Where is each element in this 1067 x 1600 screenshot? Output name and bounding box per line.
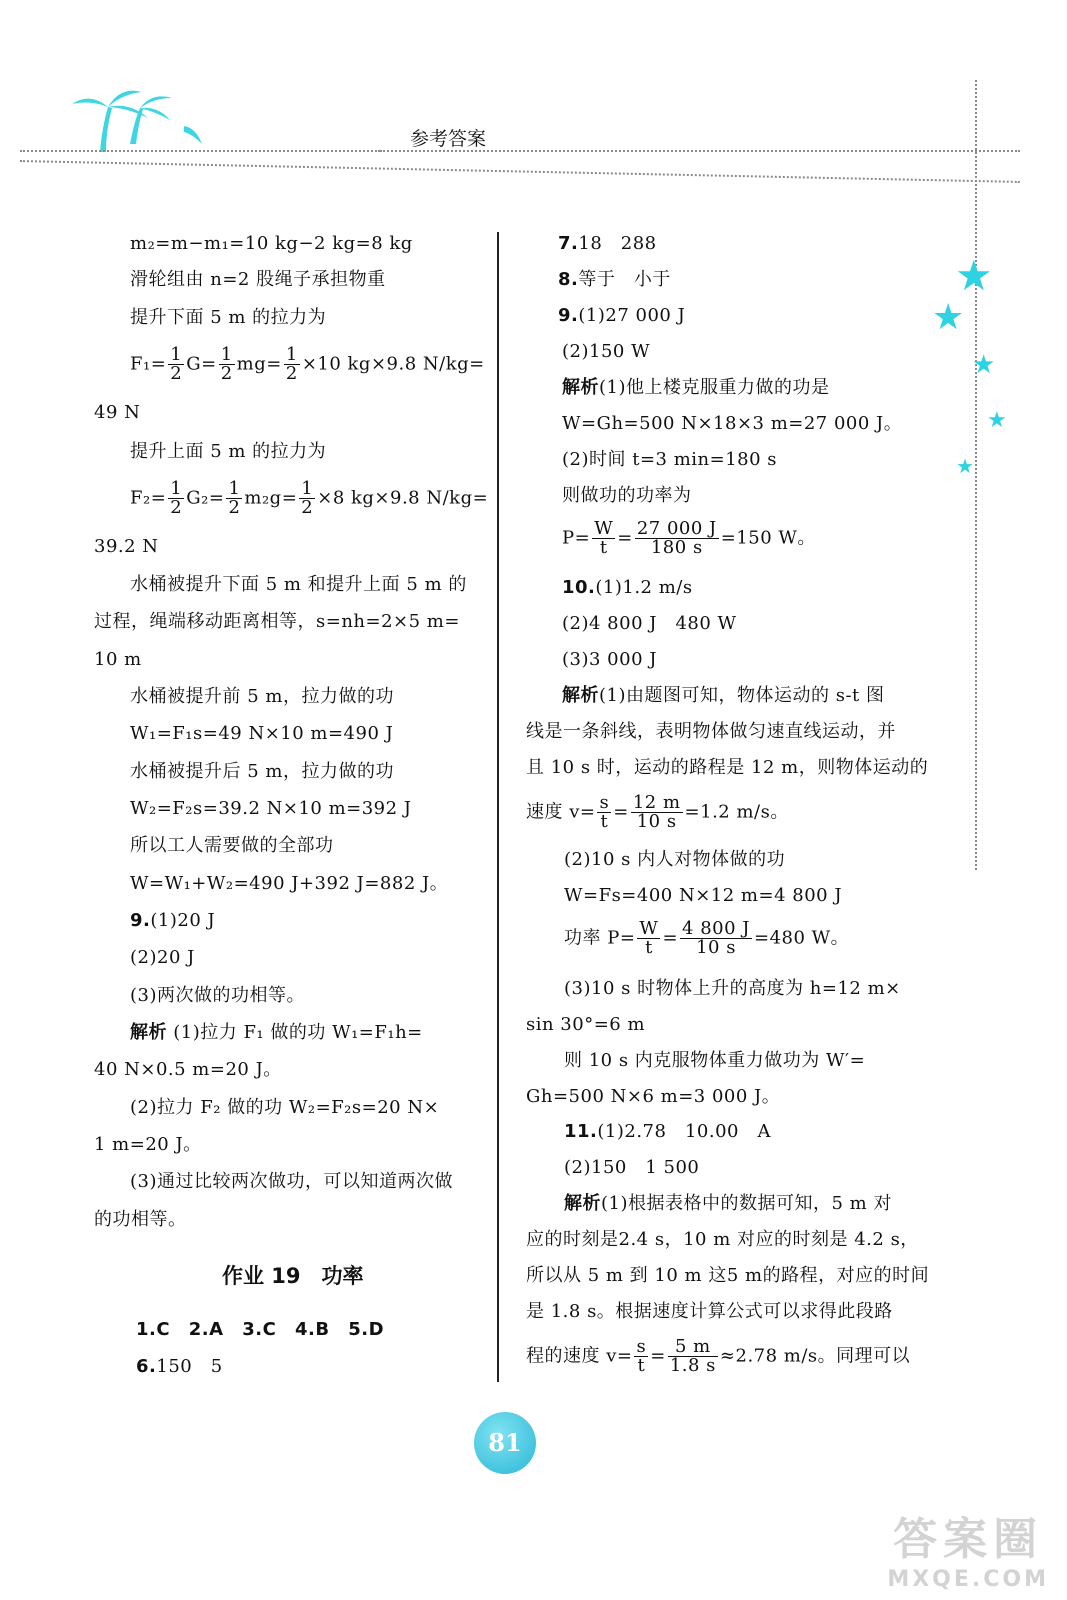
analysis-text: (1)他上楼克服重力做的功是: [599, 377, 830, 398]
text-line: 40 N×0.5 m=20 J。: [94, 1059, 282, 1080]
analysis-text: (1)由题图可知，物体运动的 s-t 图: [599, 685, 885, 706]
formula-text: 功率 P=: [564, 927, 636, 949]
text-line: 线是一条斜线，表明物体做匀速直线运动，并: [526, 721, 896, 742]
text-line: 是 1.8 s。根据速度计算公式可以求得此段路: [526, 1301, 893, 1322]
numerator: 1: [220, 344, 233, 365]
analysis-line: [130, 1019, 423, 1047]
formula-text: ×8 kg×9.8 N/kg=: [317, 487, 489, 509]
text-line: 水桶被提升前 5 m，拉力做的功: [130, 686, 394, 707]
fraction: [597, 794, 611, 831]
answer-item: 5.D: [348, 1319, 385, 1340]
fraction: [631, 794, 683, 831]
denominator: 2: [170, 497, 183, 518]
text-line: 1 m=20 J。: [94, 1134, 202, 1155]
column-divider: [497, 232, 499, 1382]
fraction: [226, 480, 242, 517]
numerator: 1: [170, 344, 183, 365]
numerator: W: [639, 918, 659, 939]
page-title: 参考答案: [410, 128, 487, 150]
analysis-line: [562, 374, 830, 402]
numerator: 12 m: [632, 792, 681, 813]
section-title: 作业 19 功率: [222, 1264, 364, 1288]
analysis-label: 解析: [130, 1022, 167, 1043]
formula-text: 程的速度 v=: [526, 1345, 633, 1367]
analysis-text: (1)拉力 F₁ 做的功 W₁=F₁h=: [167, 1022, 423, 1043]
text-line: 水桶被提升后 5 m，拉力做的功: [130, 761, 394, 782]
answer-line: [564, 1118, 771, 1146]
fraction: [634, 1338, 648, 1375]
answer-line: [130, 907, 215, 935]
denominator: 1.8 s: [669, 1355, 716, 1376]
denominator: 2: [228, 497, 241, 518]
denominator: t: [645, 937, 653, 958]
analysis-label: 解析: [562, 685, 599, 706]
text-line: 水桶被提升下面 5 m 和提升上面 5 m 的: [130, 574, 467, 595]
text-line: 所以从 5 m 到 10 m 这5 m的路程，对应的时间: [526, 1265, 930, 1286]
question-number: 11.: [564, 1121, 598, 1142]
formula-text: m₂g=: [244, 487, 298, 509]
numerator: 1: [170, 478, 183, 499]
analysis-label: 解析: [562, 377, 599, 398]
text-line: (3)两次做的功相等。: [130, 985, 305, 1006]
numerator: 1: [228, 478, 241, 499]
watermark-title: 答案圈: [893, 1514, 1044, 1565]
text-line: 提升上面 5 m 的拉力为: [130, 441, 327, 462]
choice-answers: [136, 1316, 384, 1344]
numerator: 4 800 J: [682, 918, 750, 939]
question-number: 8.: [558, 269, 579, 290]
formula-line: 程的速度 v= $\frac{s}{t}$ = $\frac{5 m}{1.8 s}$ ≈2.78 m/s。同理可以: [526, 1336, 911, 1376]
text-line: Gh=500 N×6 m=3 000 J。: [526, 1086, 781, 1107]
star-icon: ★: [955, 251, 993, 300]
text-line: 10 m: [94, 649, 142, 670]
header-dotted-line: [20, 160, 1020, 183]
star-icon: ★: [956, 454, 974, 478]
text-line: 应的时刻是2.4 s，10 m 对应的时刻是 4.2 s，: [526, 1229, 919, 1250]
text-line: (2)4 800 J 480 W: [562, 613, 737, 634]
fraction: [635, 520, 719, 557]
text-line: (2)10 s 内人对物体做的功: [564, 849, 786, 870]
answer-text: (1)27 000 J: [578, 305, 686, 326]
answer-line: [136, 1353, 223, 1381]
text-line: 提升下面 5 m 的拉力为: [130, 307, 327, 328]
formula-text: G₂=: [186, 487, 225, 509]
formula-text: F₁=: [130, 353, 167, 375]
answer-text: (1)20 J: [150, 910, 216, 931]
text-line: 且 10 s 时，运动的路程是 12 m，则物体运动的: [526, 757, 929, 778]
palm-tree-icon: [60, 82, 210, 154]
text-line: (2)150 W: [562, 341, 651, 362]
text-line: W₁=F₁s=49 N×10 m=490 J: [130, 723, 394, 744]
formula-line: P= $\frac{W}{t}$ = $\frac{27 000 J}{180 s}$ =150 W。: [562, 518, 816, 558]
numerator: s: [636, 1336, 647, 1357]
answer-text: 18 288: [578, 233, 657, 254]
formula-line: [130, 346, 485, 383]
question-number: 10.: [562, 577, 596, 598]
text-line: (2)20 J: [130, 947, 195, 968]
answer-line: [562, 574, 693, 602]
text-line: m₂=m−m₁=10 kg−2 kg=8 kg: [130, 233, 413, 254]
text-line: W₂=F₂s=39.2 N×10 m=392 J: [130, 798, 412, 819]
numerator: W: [594, 518, 614, 539]
question-number: 9.: [558, 305, 579, 326]
watermark-url: MXQE.COM: [887, 1567, 1049, 1592]
denominator: 10 s: [696, 937, 736, 958]
analysis-text: (1)根据表格中的数据可知，5 m 对: [601, 1193, 892, 1214]
denominator: t: [637, 1355, 646, 1376]
question-number: 9.: [130, 910, 151, 931]
denominator: 10 s: [636, 811, 677, 832]
answer-text: 等于 小于: [578, 269, 671, 290]
text-line: (2)150 1 500: [564, 1157, 700, 1178]
denominator: t: [599, 537, 608, 558]
text-line: 49 N: [94, 402, 141, 423]
text-line: 的功相等。: [94, 1209, 187, 1230]
fraction: [592, 520, 615, 557]
answer-text: 150 5: [156, 1356, 223, 1377]
question-number: 6.: [136, 1356, 157, 1377]
question-number: 7.: [558, 233, 579, 254]
watermark-logo: [887, 1503, 1049, 1592]
denominator: 2: [220, 363, 233, 384]
fraction: [168, 480, 184, 517]
text-line: 则 10 s 内克服物体重力做功为 W′=: [564, 1050, 866, 1071]
answer-item: 1.C: [136, 1319, 171, 1340]
text-line: sin 30°=6 m: [526, 1014, 646, 1035]
formula-line: 功率 P= $\frac{W}{t}$ = $\frac{4 800 J}{10 s}$ =480 W。: [564, 918, 850, 958]
text-line: 所以工人需要做的全部功: [130, 835, 334, 856]
text-line: 则做功的功率为: [562, 485, 692, 506]
answer-line: [558, 230, 657, 258]
text-line: 39.2 N: [94, 536, 159, 557]
fraction: [637, 920, 660, 957]
fraction: [168, 346, 184, 383]
numerator: 5 m: [668, 1338, 718, 1357]
formula-text: =480 W。: [754, 927, 850, 949]
formula-text: G=: [186, 353, 217, 375]
fraction: [284, 346, 300, 383]
text-line: 滑轮组由 n=2 股绳子承担物重: [130, 269, 386, 290]
formula-text: ×10 kg×9.8 N/kg=: [301, 353, 485, 375]
text-line: 过程，绳端移动距离相等，s=nh=2×5 m=: [94, 611, 460, 632]
star-icon: ★: [932, 297, 965, 338]
denominator: 180 s: [650, 537, 703, 558]
text-line: (3)10 s 时物体上升的高度为 h=12 m×: [564, 978, 901, 999]
analysis-line: [564, 1190, 892, 1218]
analysis-label: 解析: [564, 1193, 601, 1214]
text-line: W=Fs=400 N×12 m=4 800 J: [564, 885, 843, 906]
fraction: [299, 480, 315, 517]
formula-text: P=: [562, 527, 591, 549]
margin-dotted-line: [975, 80, 977, 870]
text-line: W=W₁+W₂=490 J+392 J=882 J。: [130, 873, 449, 894]
denominator: 2: [170, 363, 183, 384]
text-line: (3)通过比较两次做功，可以知道两次做: [130, 1171, 453, 1192]
answer-line: [558, 266, 671, 294]
answer-line: [558, 302, 685, 330]
answer-item: 4.B: [294, 1319, 330, 1340]
star-icon: ★: [972, 350, 996, 380]
page-number: 81: [474, 1412, 536, 1474]
formula-text: ≈2.78 m/s。同理可以: [719, 1345, 911, 1367]
numerator: 27 000 J: [636, 518, 717, 539]
text-line: (2)时间 t=3 min=180 s: [562, 449, 778, 470]
formula-line: 速度 v= $\frac{s}{t}$ = $\frac{12 m}{10 s}$ =1.2 m/s。: [526, 792, 789, 832]
denominator: 2: [301, 497, 314, 518]
answer-item: 3.C: [242, 1319, 277, 1340]
text-line: (3)3 000 J: [562, 649, 657, 670]
formula-text: =1.2 m/s。: [684, 801, 789, 823]
formula-text: =150 W。: [720, 527, 816, 549]
formula-text: F₂=: [130, 487, 167, 509]
denominator: 2: [285, 363, 298, 384]
text-line: W=Gh=500 N×18×3 m=27 000 J。: [562, 413, 903, 434]
fraction: [219, 346, 235, 383]
header-dotted-line: [20, 150, 380, 152]
denominator: t: [600, 811, 609, 832]
answer-text: (1)1.2 m/s: [595, 577, 693, 598]
text-line: (2)拉力 F₂ 做的功 W₂=F₂s=20 N×: [130, 1097, 440, 1118]
analysis-line: [562, 682, 885, 710]
fraction: [668, 1338, 718, 1375]
answer-item: 2.A: [188, 1319, 224, 1340]
formula-line: [130, 480, 488, 517]
star-icon: ★: [987, 408, 1007, 433]
numerator: 1: [301, 478, 314, 499]
formula-text: 速度 v=: [526, 801, 596, 823]
fraction: [680, 920, 752, 957]
answer-text: (1)2.78 10.00 A: [597, 1121, 771, 1142]
formula-text: mg=: [236, 353, 282, 375]
numerator: 1: [285, 344, 298, 365]
numerator: s: [599, 792, 610, 813]
